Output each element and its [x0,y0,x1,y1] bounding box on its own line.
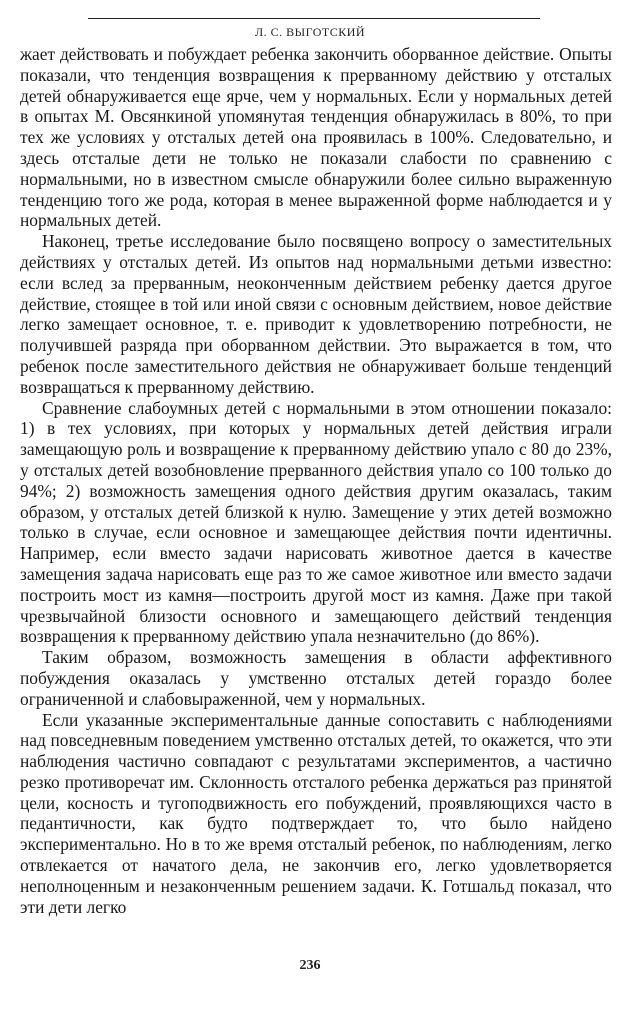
paragraph-conclusion: Таким образом, возможность замещения в области аффективного побуждения оказалась у умственно отсталых детей гораздо более ограниченной и слабовыраженной, чем у нормальных. [20,647,612,709]
paragraph-comparison: Сравнение слабоумных детей с нормальными в этом отношении показало: 1) в тех условиях, при которых у нормальных детей действия играли замещающую роль и возвращение к прерванному действию упало с 80 до 23%, у отсталых детей возобновление прерванного действия упало со 100 только до 94%; 2) возможность замещения одного действия другим оказалась, таким образом, у отсталых детей близкой к нулю. Замещение у этих детей возможно только в случае, если основное и замещающее действия почти идентичны. Например, если вместо задачи нарисовать животное дается в качестве замещения задача нарисовать еще раз то же самое животное или вместо задачи построить мост из камня—построить другой мост из камня. Даже при такой чрезвычайной близости основного и замещающего действий тенденция возвращения к прерванному действию упала незначительно (до 86%). [20,397,612,647]
page-number: 236 [299,958,321,973]
paragraph-observations: Если указанные экспериментальные данные сопоставить с наблюдениями над повседневным поведением умственно отсталых детей, то окажется, что эти наблюдения частично совпадают с результатами экспериментов, а частично резко противоречат им. Склонность отсталого ребенка держаться раз принятой цели, косность и тугоподвижность его побуждений, проявляющихся часто в педантичности, как будто подтверждает то, что было найдено экспериментально. Но в то же время отсталый ребенок, по наблюдениям, легко отвлекается от начатого дела, не закончив его, легко удовлетворяется неполноценным и незаконченным решением задачи. К. Готшальд показал, что эти дети легко [20,709,612,917]
paragraph-continuation: жает действовать и побуждает ребенка закончить оборванное действие. Опыты показали, что тенденция возвращения к прерванному действию у отсталых детей обнаруживается еще ярче, чем у нормальных. Если у нормальных детей в опытах М. Овсянкиной упомянутая тенденция обнаружилась в 80%, то при тех же условиях у отсталых детей она проявилась в 100%. Следовательно, и здесь отсталые дети не только не показали слабости по сравнению с нормальными, но в известном смысле обнаружили более сильно выраженную тенденцию того же рода, которая в менее выраженной форме наблюдается и у нормальных детей. [20,44,612,231]
header-rule [88,18,540,19]
body-text [20,44,612,917]
running-head: Л. С. ВЫГОТСКИЙ [254,25,366,39]
paragraph-substitution-study: Наконец, третье исследование было посвящено вопросу о заместительных действиях у отсталых детей. Из опытов над нормальными детьми известно: если вслед за прерванным, неоконченным действием ребенку дается другое действие, стоящее в той или иной связи с основным действием, новое действие легко замещает основное, т. е. приводит к удовлетворению потребности, не получившей разряда при оборванном действии. Это выражается в том, что ребенок после заместительного действия не обнаруживает больше тенденций возвращаться к прерванному действию. [20,231,612,397]
